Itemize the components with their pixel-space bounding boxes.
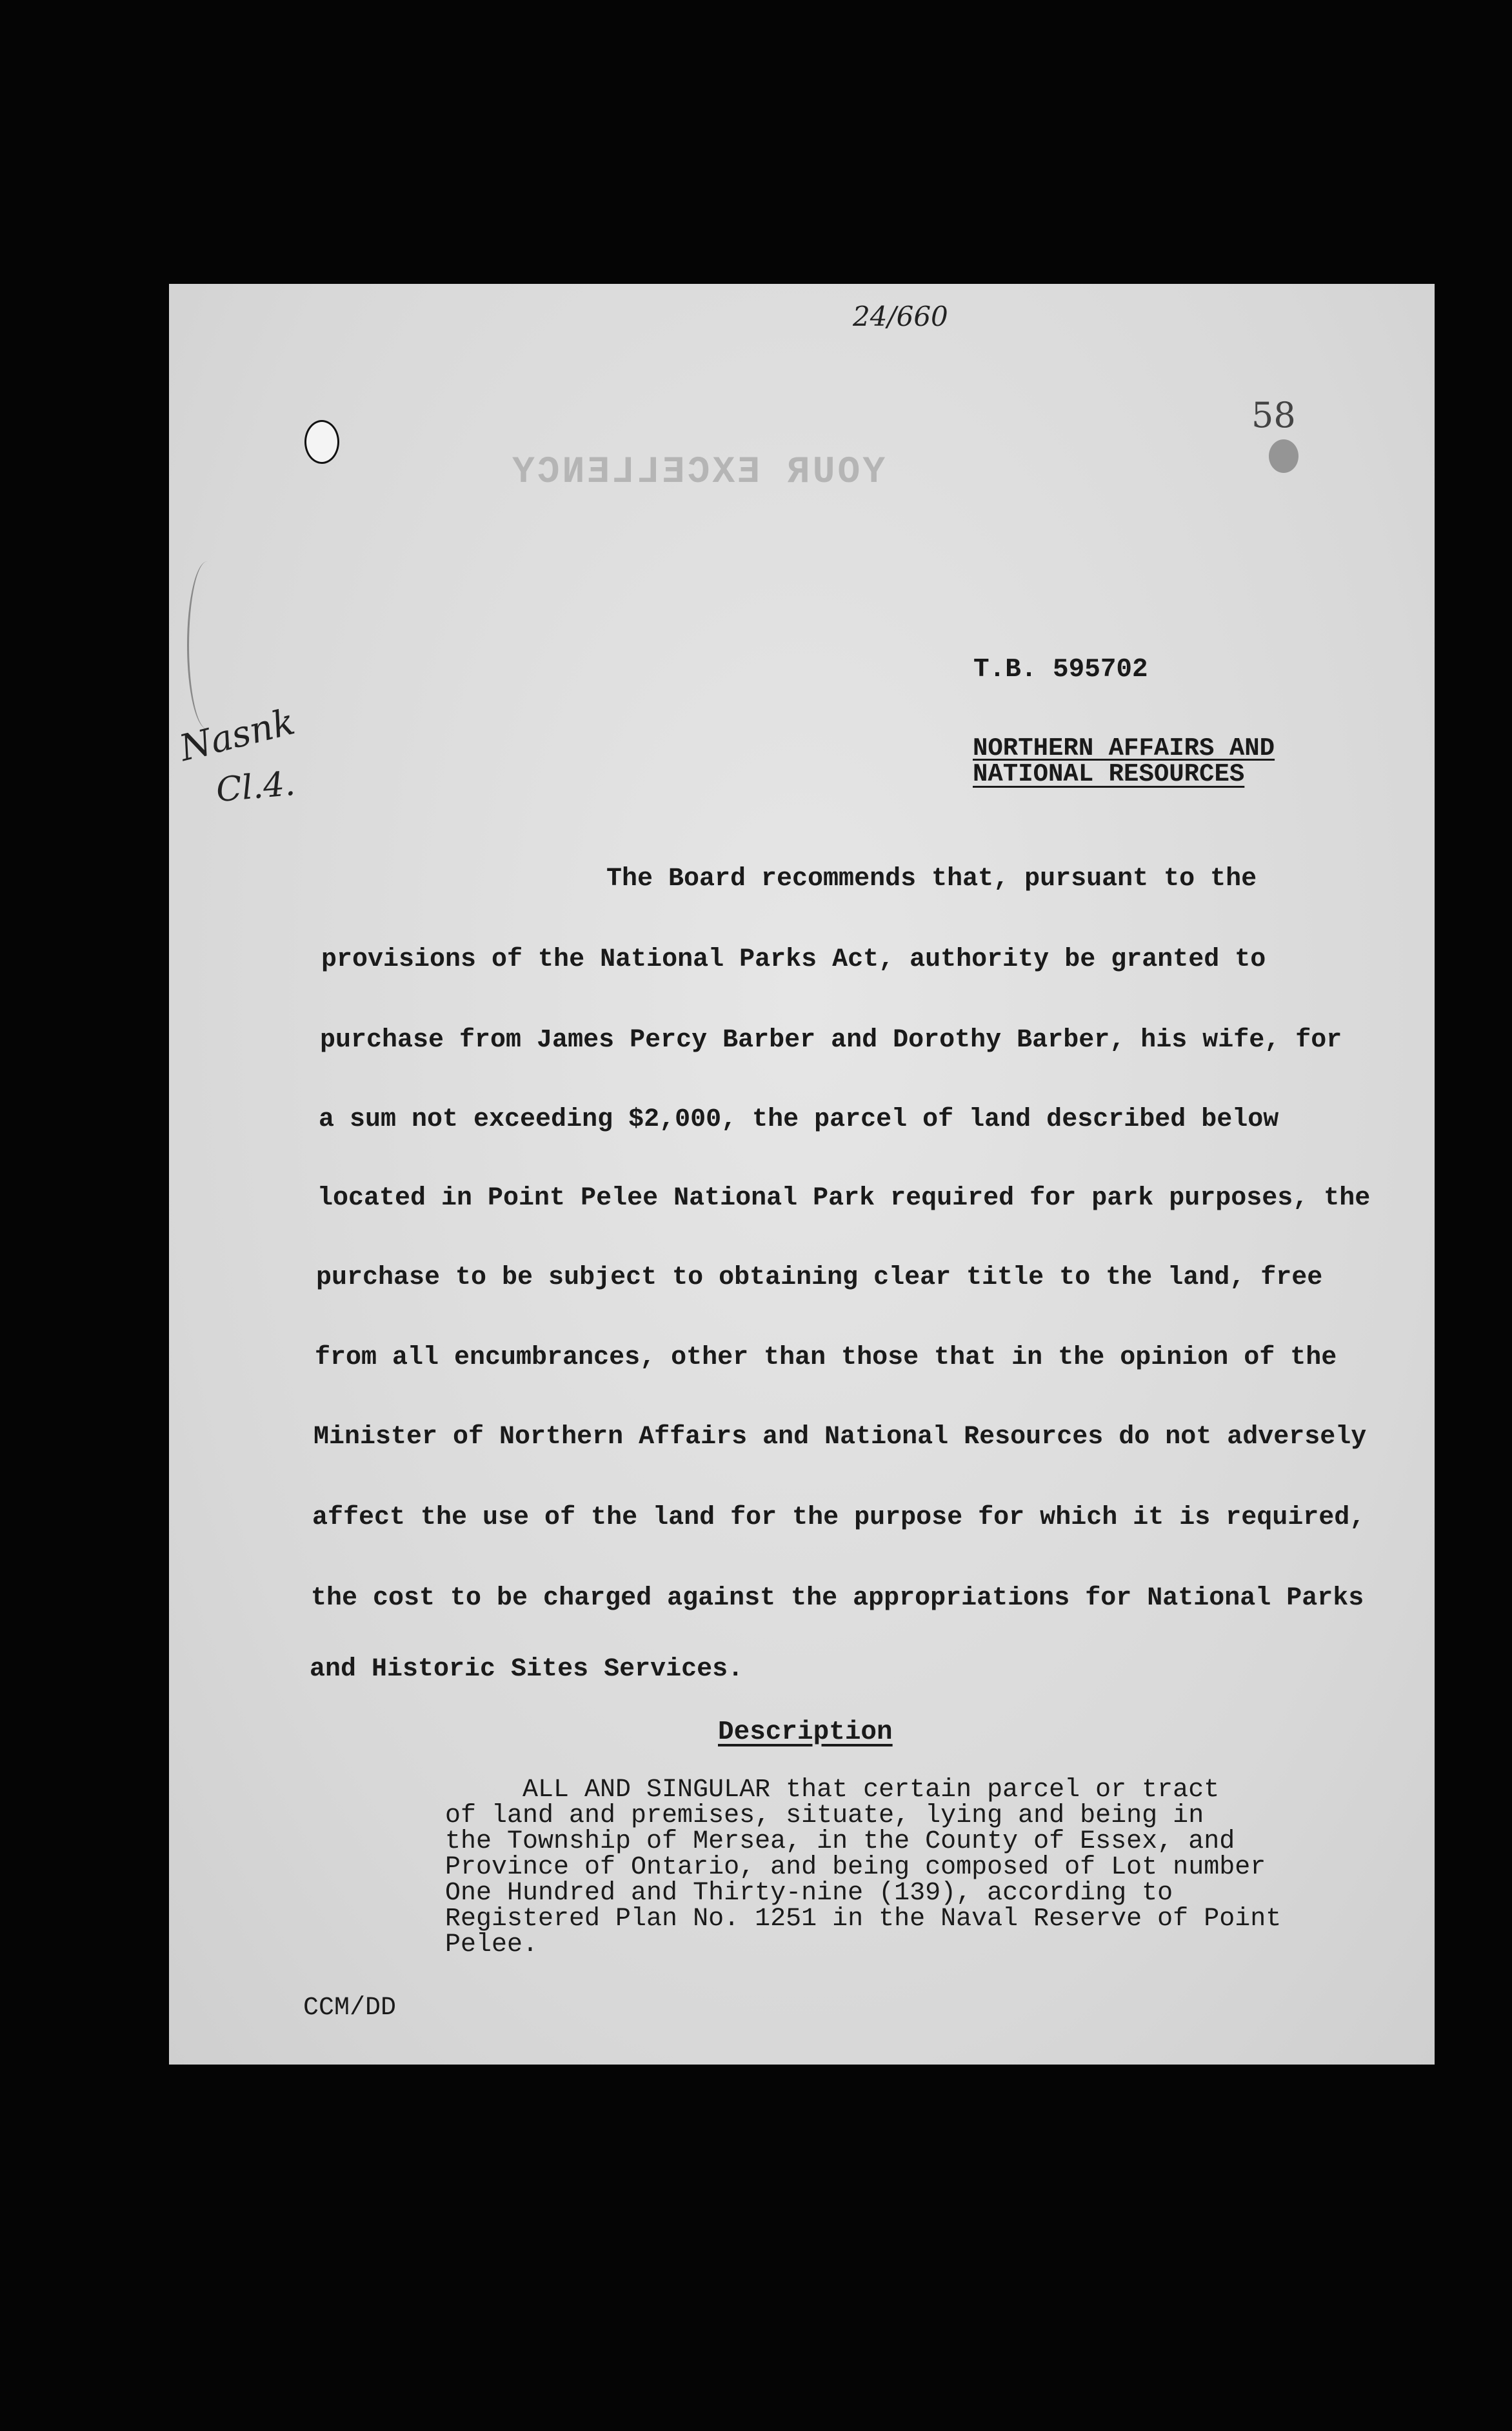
description-body <box>445 1777 1281 1958</box>
ink-stain <box>1269 439 1298 473</box>
description-line: ALL AND SINGULAR that certain parcel or tract <box>445 1776 1220 1805</box>
body-line: provisions of the National Parks Act, authority be granted to <box>321 945 1266 974</box>
description-title: Description <box>718 1717 893 1747</box>
body-line: The Board recommends that, pursuant to the <box>606 865 1257 894</box>
punch-hole <box>304 420 339 464</box>
description-line: Pelee. <box>445 1930 539 1959</box>
treasury-board-reference: T.B. 595702 <box>973 655 1148 685</box>
body-line: purchase from James Percy Barber and Dorothy Barber, his wife, for <box>320 1026 1342 1055</box>
description-line: of land and premises, situate, lying and being in <box>445 1801 1204 1830</box>
body-line: affect the use of the land for the purpose for which it is required, <box>312 1503 1366 1532</box>
body-line: the cost to be charged against the appropriations for National Parks <box>311 1584 1364 1613</box>
typist-initials: CCM/DD <box>303 1994 397 2023</box>
department-heading <box>973 735 1275 787</box>
handwritten-file-reference: 24/660 <box>853 301 948 332</box>
bleed-through-text: YOUR EXCELLENCY <box>510 452 886 494</box>
description-line: Province of Ontario, and being composed of Lot number <box>445 1853 1266 1882</box>
body-line: purchase to be subject to obtaining clear title to the land, free <box>316 1263 1323 1292</box>
body-line: and Historic Sites Services. <box>310 1655 744 1684</box>
margin-note-line2: Cl.4. <box>214 764 297 810</box>
body-line: Minister of Northern Affairs and National Resources do not adversely <box>313 1423 1367 1452</box>
body-line: from all encumbrances, other than those that in the opinion of the <box>315 1343 1337 1372</box>
description-line: Registered Plan No. 1251 in the Naval Reserve of Point <box>445 1905 1282 1934</box>
department-line2: NATIONAL RESOURCES <box>973 760 1245 788</box>
margin-mark <box>187 561 228 729</box>
page-number: 58 <box>1251 395 1296 435</box>
margin-note-line1: Nasnk <box>175 701 299 770</box>
description-line: One Hundred and Thirty-nine (139), according to <box>445 1879 1173 1908</box>
body-line: located in Point Pelee National Park required for park purposes, the <box>317 1184 1371 1213</box>
body-line: a sum not exceeding $2,000, the parcel of land described below <box>319 1105 1279 1134</box>
department-line1: NORTHERN AFFAIRS AND <box>973 734 1275 763</box>
description-line: the Township of Mersea, in the County of Essex, and <box>445 1827 1235 1856</box>
